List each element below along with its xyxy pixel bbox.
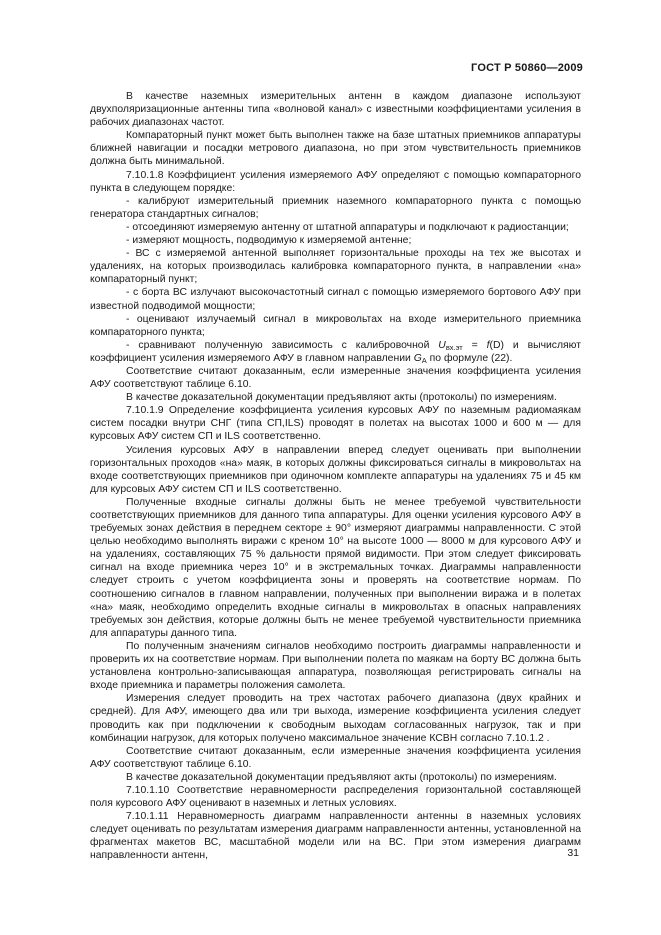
f-symbol: f [486, 339, 490, 351]
paragraph: 7.10.1.9 Определение коэффициента усиления курсовых АФУ по наземным радиомаякам систем посадки внутри СНГ (типа СП,ILS) проводят в полетах на высотах 1000 и 600 м — для курсовых АФУ систем СП и ILS соответственно. [90, 405, 581, 443]
g-subscript: A [421, 355, 427, 365]
paragraph: 7.10.1.8 Коэффициент усиления измеряемого АФУ определяют с помощью компараторного пункта в следующем порядке: [90, 169, 581, 194]
formula-text-after: по формуле (22). [426, 352, 513, 364]
u-symbol: U [438, 339, 446, 351]
formula-list-item [90, 339, 581, 365]
equals-sign: = [462, 339, 487, 351]
list-item: - оценивают излучаемый сигнал в микровольтах на входе измерительного приемника компараторного пункта; [90, 313, 581, 338]
u-subscript: вх.эт [445, 342, 463, 352]
list-item: - отсоединяют измеряемую антенну от штатной аппаратуры и подключают к радиостанции; [126, 221, 569, 233]
paragraph: По полученным значениям сигналов необходимо построить диаграммы направленности и проверить их на соответствие нормам. При выполнении полета по маякам на борту ВС должна быть установлена контрольно-записывающая аппаратура, позволяющая регистрировать сигналы на входе приемника и параметры положения самолета. [90, 640, 581, 692]
d-argument: (D) [489, 339, 504, 351]
page-number: 31 [567, 847, 579, 859]
paragraph: 7.10.1.10 Соответствие неравномерности распределения горизонтальной составляющей поля курсового АФУ оценивают в наземных и летных условиях. [90, 784, 581, 810]
formula-text-before: - сравнивают полученную зависимость с калибровочной [126, 339, 439, 351]
paragraph: 7.10.1.11 Неравномерность диаграмм направленности антенны в наземных условиях следует оценивать по результатам измерения диаграмм направленности антенны, установленной на фрагментах макетов ВС, масштабной модели или на ВС. При этом измерения диаграмм направленности антенн, [90, 811, 581, 862]
paragraph: Полученные входные сигналы должны быть не менее требуемой чувствительности соответствующих приемников для данного типа аппаратуры. Для оценки усиления курсового АФУ в требуемых зонах действия в переднем секторе ± 90° измеряют диаграммы направленности. С этой целью необходимо выполнять виражи с креном 10° на высоте 1000 — 8000 м для курсового АФУ и на удалениях, составляющих 75 % дальности прямой видимости. При этом следует фиксировать сигнал на входе приемника через 10° и в экстремальных точках. Диаграммы направленности следует строить с учетом коэффициента зоны и проверять на соответствие нормам. По соотношению сигналов в главном направлении, полученных при выполнении виража и в полетах «на» маяк, необходимо определить входные сигналы в микровольтах в опасных направлениях требуемых зон действия, которые должны быть не менее требуемой чувствительности приемника для аппаратуры данного типа. [90, 496, 581, 639]
paragraph: В качестве наземных измерительных антенн в каждом диапазоне используют двухполяризационные антенны типа «волновой канал» с известными коэффициентами усиления в рабочих диапазонах частот. [90, 91, 581, 129]
paragraph: Соответствие считают доказанным, если измеренные значения коэффициента усиления АФУ соответствуют таблице 6.10. [90, 365, 581, 391]
paragraph: Измерения следует проводить на трех частотах рабочего диапазона (двух крайних и средней). Для АФУ, имеющего два или три выхода, измерение коэффициента усиления следует проводить как при подключении к свободным выходам согласованных нагрузок, так и при комбинации нагрузок, для которых получено максимальное значение КСВН согласно 7.10.1.2 . [90, 693, 581, 744]
list-item: - ВС с измеряемой антенной выполняет горизонтальные проходы на тех же высотах и удалениях, на которых производилась калибровка компараторного пункта, в направлении «на» компараторный пункт; [90, 248, 581, 286]
g-symbol: G [413, 352, 422, 364]
paragraph: Компараторный пункт может быть выполнен также на базе штатных приемников аппаратуры ближней навигации и посадки метрового диапазона, но при этом чувствительность приемников должна быть минимальной. [90, 130, 581, 168]
paragraph: В качестве доказательной документации предъявляют акты (протоколы) по измерениям. [126, 771, 557, 783]
formula-text-mid: и вычисляют коэффициент усиления измеряемого АФУ в главном направлении [90, 339, 581, 364]
paragraph: В качестве доказательной документации предъявляют акты (протоколы) по измерениям. [126, 392, 557, 404]
paragraph: Соответствие считают доказанным, если измеренные значения коэффициента усиления АФУ соответствуют таблице 6.10. [90, 745, 581, 770]
document-body [90, 90, 581, 863]
list-item: - с борта ВС излучают высокочастотный сигнал с помощью измеряемого бортового АФУ при известной подводимой мощности; [90, 287, 581, 312]
paragraph: Усиления курсовых АФУ в направлении вперед следует оценивать при выполнении горизонтальных проходов «на» маяк, в которых должны фиксироваться сигналы в микровольтах на входе соответствующих приемников при одиночном комплекте аппаратуры на удалениях 75 и 45 км для курсовых АФУ систем СП и ILS соответственно. [90, 444, 581, 495]
list-item: - калибруют измерительный приемник наземного компараторного пункта с помощью генератора стандартных сигналов; [90, 195, 581, 220]
document-code-header: ГОСТ Р 50860—2009 [471, 62, 583, 74]
list-item: - измеряют мощность, подводимую к измеряемой антенне; [126, 235, 412, 247]
